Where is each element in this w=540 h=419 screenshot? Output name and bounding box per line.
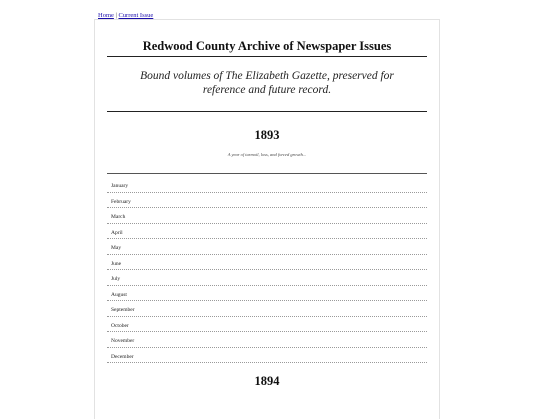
month-link-march[interactable]: March <box>107 208 427 224</box>
month-link-february[interactable]: February <box>107 193 427 209</box>
subtitle-divider <box>107 111 427 112</box>
subtitle-line-2: reference and future record. <box>202 84 332 96</box>
month-link-april[interactable]: April <box>107 224 427 240</box>
year-heading-1894: 1894 <box>254 374 280 388</box>
month-list-1893 <box>107 177 427 363</box>
site-title: Redwood County Archive of Newspaper Issues <box>142 39 392 53</box>
year-heading-1893: 1893 <box>254 128 280 142</box>
title-divider <box>107 56 427 57</box>
top-nav <box>98 12 153 19</box>
year-divider-1893 <box>107 173 427 174</box>
subtitle-line-1: Bound volumes of The Elizabeth Gazette, preserved for <box>140 70 394 82</box>
month-link-january[interactable]: January <box>107 177 427 193</box>
month-link-may[interactable]: May <box>107 239 427 255</box>
month-link-october[interactable]: October <box>107 317 427 333</box>
year-tagline-1893: A year of turmoil, loss, and forced growth... <box>227 152 307 157</box>
home-link[interactable]: Home <box>98 12 114 19</box>
month-link-september[interactable]: September <box>107 301 427 317</box>
month-link-august[interactable]: August <box>107 286 427 302</box>
month-link-july[interactable]: July <box>107 270 427 286</box>
current-issue-link[interactable]: Current Issue <box>118 12 154 19</box>
archive-page <box>94 19 440 419</box>
site-subtitle <box>107 69 427 97</box>
nav-separator: | <box>115 12 117 19</box>
month-link-december[interactable]: December <box>107 348 427 364</box>
month-link-november[interactable]: November <box>107 332 427 348</box>
month-link-june[interactable]: June <box>107 255 427 271</box>
